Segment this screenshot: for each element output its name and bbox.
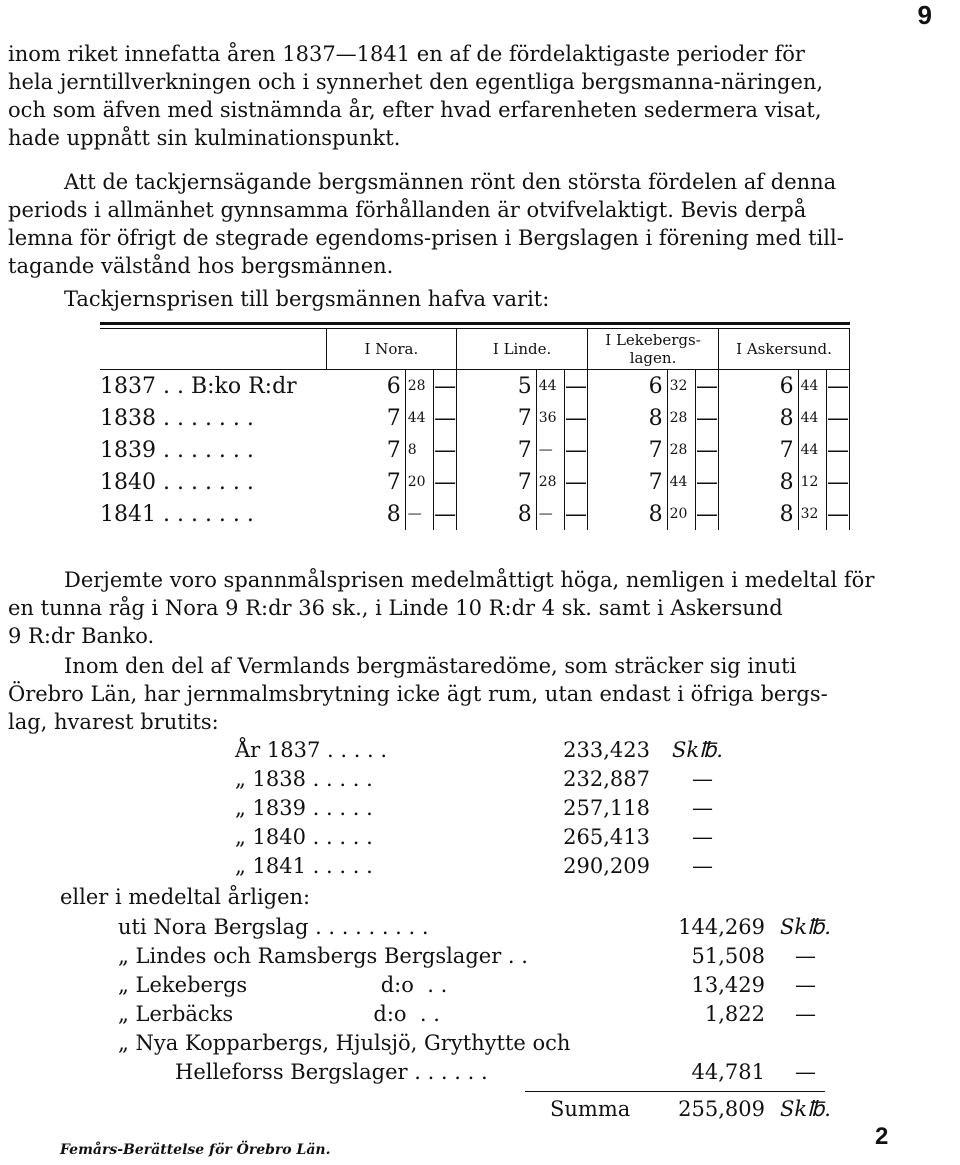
riksdaler-cell: 6 (779, 373, 794, 399)
riksdaler-cell: 7 (517, 437, 532, 463)
runstycken-cell: — (696, 498, 719, 530)
avg-label: „ Lerbäcks d:o . . (118, 1002, 440, 1026)
skilling-cell: — (405, 498, 433, 530)
col-header: I Lekebergs-lagen. (588, 329, 719, 370)
avg-value: 51,508 (691, 944, 765, 968)
runstycken-cell: — (696, 466, 719, 498)
text-line: Örebro Län, har jernmalmsbrytning icke ägt rum, utan endast i öfriga bergs- (8, 682, 828, 706)
col-header: I Askersund. (719, 329, 850, 370)
ore-year-unit: — (692, 825, 713, 849)
text-line: lemna för öfrigt de stegrade egendoms-prisen i Bergslagen i förening med till- (8, 226, 844, 250)
skilling-cell: 32 (667, 370, 695, 403)
riksdaler-cell: 7 (386, 469, 401, 495)
riksdaler-cell: 7 (386, 405, 401, 431)
text-line: Att de tackjernsägande bergsmännen rönt den största fördelen af denna (64, 170, 837, 194)
skilling-cell: 44 (405, 402, 433, 434)
skilling-cell: 44 (798, 370, 826, 403)
avg-value: 13,429 (691, 973, 765, 997)
skilling-cell: 44 (798, 402, 826, 434)
running-footer: Femårs-Berättelse för Örebro Län. (60, 1142, 331, 1158)
runstycken-cell: — (434, 370, 457, 403)
avg-unit: — (795, 1002, 816, 1026)
runstycken-cell: — (565, 466, 588, 498)
runstycken-cell: — (434, 402, 457, 434)
skilling-cell: 28 (536, 466, 564, 498)
skilling-cell: 20 (667, 498, 695, 530)
runstycken-cell: — (826, 498, 849, 530)
skilling-cell: 20 (405, 466, 433, 498)
year-cell: 1840 . . . . . . . (100, 469, 254, 495)
ore-year-unit: — (692, 767, 713, 791)
ore-year-label: „ 1838 . . . . . (235, 767, 373, 791)
runstycken-cell: — (565, 434, 588, 466)
table-header-row (100, 329, 850, 370)
runstycken-cell: — (565, 370, 588, 403)
avg-value: 144,269 (678, 915, 765, 939)
riksdaler-cell: 7 (386, 437, 401, 463)
table-top-rule (100, 322, 850, 329)
skilling-cell: 28 (667, 402, 695, 434)
skilling-cell: 32 (798, 498, 826, 530)
avg-value: 1,822 (704, 1002, 765, 1026)
runstycken-cell: — (826, 402, 849, 434)
avg-unit: — (795, 1060, 816, 1084)
ore-year-unit: — (692, 796, 713, 820)
avg-label: Helleforss Bergslager . . . . . . (175, 1060, 488, 1084)
riksdaler-cell: 8 (779, 469, 794, 495)
runstycken-cell: — (826, 370, 849, 403)
runstycken-cell: — (565, 402, 588, 434)
year-cell: 1839 . . . . . . . (100, 437, 254, 463)
page-number: 9 (917, 0, 932, 30)
runstycken-cell: — (696, 434, 719, 466)
riksdaler-cell: 6 (648, 373, 663, 399)
skilling-cell: — (536, 498, 564, 530)
skilling-cell: 44 (667, 466, 695, 498)
skilling-cell: 12 (798, 466, 826, 498)
ore-year-label: „ 1841 . . . . . (235, 854, 373, 878)
sum-rule (525, 1091, 825, 1092)
runstycken-cell: — (696, 370, 719, 403)
summa-value: 255,809 (678, 1097, 765, 1121)
riksdaler-cell: 8 (779, 405, 794, 431)
text-line: Inom den del af Vermlands bergmästaredöme, som sträcker sig inuti (64, 654, 797, 678)
riksdaler-cell: 7 (517, 469, 532, 495)
text-line: och som äfven med sistnämnda år, efter hvad erfarenheten sedermera visat, (8, 98, 822, 122)
paragraph-3 (8, 285, 953, 313)
ore-year-unit: Sk℔. (672, 738, 723, 762)
ore-year-label: „ 1840 . . . . . (235, 825, 373, 849)
avg-value: 44,781 (691, 1060, 765, 1084)
runstycken-cell: — (434, 434, 457, 466)
riksdaler-cell: 5 (517, 373, 532, 399)
year-cell: 1841 . . . . . . . (100, 501, 254, 527)
runstycken-cell: — (696, 402, 719, 434)
ore-year-unit: — (692, 854, 713, 878)
ore-year-value: 257,118 (563, 796, 650, 820)
riksdaler-cell: 6 (386, 373, 401, 399)
runstycken-cell: — (826, 466, 849, 498)
price-table (100, 322, 850, 530)
skilling-cell: 8 (405, 434, 433, 466)
avg-label: uti Nora Bergslag . . . . . . . . . (118, 915, 429, 939)
ore-year-value: 232,887 (563, 767, 650, 791)
text-line: inom riket innefatta åren 1837—1841 en af de fördelaktigaste perioder för (8, 42, 805, 66)
riksdaler-cell: 8 (779, 501, 794, 527)
text-line: hade uppnått sin kulminationspunkt. (8, 126, 401, 150)
avg-label: „ Lekebergs d:o . . (118, 973, 448, 997)
text-line: lag, hvarest brutits: (8, 710, 219, 734)
riksdaler-cell: 7 (648, 469, 663, 495)
ore-year-label: År 1837 . . . . . (235, 738, 388, 762)
text-line: hela jerntillverkningen och i synnerhet den egentliga bergsmanna-näringen, (8, 70, 824, 94)
col-header: I Nora. (326, 329, 456, 370)
average-intro: eller i medeltal årligen: (60, 885, 311, 909)
runstycken-cell: — (565, 498, 588, 530)
ore-year-value: 265,413 (563, 825, 650, 849)
riksdaler-cell: 7 (779, 437, 794, 463)
table-row (100, 370, 850, 403)
skilling-cell: 28 (405, 370, 433, 403)
paragraph-4 (8, 566, 953, 650)
riksdaler-cell: 7 (648, 437, 663, 463)
ore-year-label: „ 1839 . . . . . (235, 796, 373, 820)
riksdaler-cell: 8 (648, 501, 663, 527)
summa-unit: Sk℔. (780, 1097, 831, 1121)
avg-label: „ Nya Kopparbergs, Hjulsjö, Grythytte och (118, 1031, 571, 1055)
skilling-cell: — (536, 434, 564, 466)
riksdaler-cell: 8 (648, 405, 663, 431)
text-line: en tunna råg i Nora 9 R:dr 36 sk., i Linde 10 R:dr 4 sk. samt i Askersund (8, 596, 783, 620)
table-row (100, 498, 850, 530)
summa-label: Summa (550, 1097, 631, 1121)
skilling-cell: 36 (536, 402, 564, 434)
signature-mark: 2 (875, 1123, 889, 1150)
riksdaler-cell: 8 (517, 501, 532, 527)
skilling-cell: 28 (667, 434, 695, 466)
runstycken-cell: — (434, 498, 457, 530)
paragraph-1 (8, 40, 953, 152)
ore-year-value: 290,209 (563, 854, 650, 878)
price-grid (100, 329, 850, 530)
avg-unit: — (795, 973, 816, 997)
runstycken-cell: — (434, 466, 457, 498)
skilling-cell: 44 (536, 370, 564, 403)
ore-year-value: 233,423 (563, 738, 650, 762)
table-row (100, 434, 850, 466)
avg-unit: — (795, 944, 816, 968)
text-line: periods i allmänhet gynnsamma förhållanden är otvifvelaktigt. Bevis derpå (8, 198, 807, 222)
text-line: tagande välstånd hos bergsmännen. (8, 254, 394, 278)
text-line: Derjemte voro spannmålsprisen medelmåttigt höga, nemligen i medeltal för (64, 568, 875, 592)
text-line: Tackjernsprisen till bergsmännen hafva varit: (64, 287, 550, 311)
col-header: I Linde. (457, 329, 588, 370)
table-row (100, 466, 850, 498)
table-row (100, 402, 850, 434)
riksdaler-cell: 8 (386, 501, 401, 527)
skilling-cell: 44 (798, 434, 826, 466)
paragraph-2 (8, 168, 953, 280)
runstycken-cell: — (826, 434, 849, 466)
year-cell: 1837 . . B:ko R:dr (100, 373, 297, 399)
riksdaler-cell: 7 (517, 405, 532, 431)
text-line: 9 R:dr Banko. (8, 624, 155, 648)
paragraph-5 (8, 652, 953, 736)
avg-unit: Sk℔. (780, 915, 831, 939)
year-cell: 1838 . . . . . . . (100, 405, 254, 431)
avg-label: „ Lindes och Ramsbergs Bergslager . . (118, 944, 528, 968)
